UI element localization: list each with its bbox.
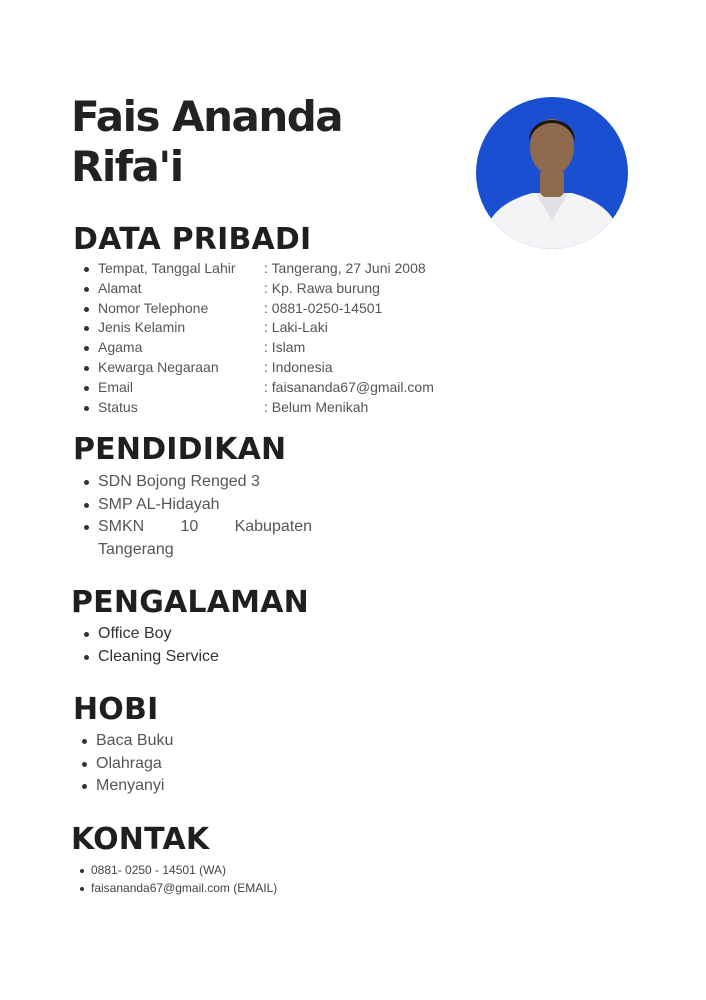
info-label: Status <box>98 398 138 415</box>
name-line-2: Rifa'i <box>71 142 183 191</box>
info-value: : Tangerang, 27 Juni 2008 <box>264 260 426 276</box>
list-item <box>82 318 434 338</box>
info-label: Kewarga Negaraan <box>98 358 219 375</box>
section-title-data-pribadi: DATA PRIBADI <box>73 222 312 257</box>
profile-photo <box>476 97 628 249</box>
list-item: faisananda67@gmail.com (EMAIL) <box>80 880 277 898</box>
section-title-hobi: HOBI <box>73 692 159 727</box>
list-item: 0881- 0250 - 14501 (WA) <box>80 862 277 880</box>
list-item <box>82 358 434 378</box>
list-item: Office Boy <box>82 623 219 646</box>
list-item <box>82 398 434 418</box>
list-item <box>82 259 434 279</box>
list-item: Baca Buku <box>80 730 173 753</box>
data-pribadi-list <box>82 259 434 417</box>
list-item <box>82 338 434 358</box>
info-label: Nomor Telephone <box>98 299 209 316</box>
info-label: Agama <box>98 339 143 356</box>
pengalaman-list <box>82 623 219 668</box>
info-label: Email <box>98 378 134 395</box>
list-item <box>82 279 434 299</box>
info-value: : Indonesia <box>264 358 333 375</box>
info-value: : faisananda67@gmail.com <box>264 378 434 395</box>
info-value: : Laki-Laki <box>264 319 328 336</box>
pendidikan-list <box>82 471 312 561</box>
list-item: Cleaning Service <box>82 646 219 669</box>
list-item: SMKN 10 Kabupaten Tangerang <box>82 516 312 561</box>
section-title-pendidikan: PENDIDIKAN <box>73 432 287 467</box>
info-value: : Islam <box>264 339 306 356</box>
name-line-1: Fais Ananda <box>71 92 343 141</box>
list-item: SDN Bojong Renged 3 <box>82 471 312 494</box>
hobi-list <box>80 730 173 798</box>
list-item <box>82 299 434 319</box>
info-label: Alamat <box>98 279 142 296</box>
section-title-kontak: KONTAK <box>71 822 210 857</box>
info-label: Tempat, Tanggal Lahir <box>98 260 236 276</box>
kontak-list <box>80 862 277 897</box>
info-value: : Kp. Rawa burung <box>264 279 380 296</box>
full-name <box>71 92 342 192</box>
info-label: Jenis Kelamin <box>98 319 186 336</box>
list-item <box>82 378 434 398</box>
list-item: Olahraga <box>80 753 173 776</box>
info-value: : 0881-0250-14501 <box>264 299 383 316</box>
list-item: Menyanyi <box>80 775 173 798</box>
info-value: : Belum Menikah <box>264 398 369 415</box>
profile-photo-illustration <box>476 97 628 249</box>
list-item: SMP AL-Hidayah <box>82 494 312 517</box>
section-title-pengalaman: PENGALAMAN <box>71 585 309 620</box>
